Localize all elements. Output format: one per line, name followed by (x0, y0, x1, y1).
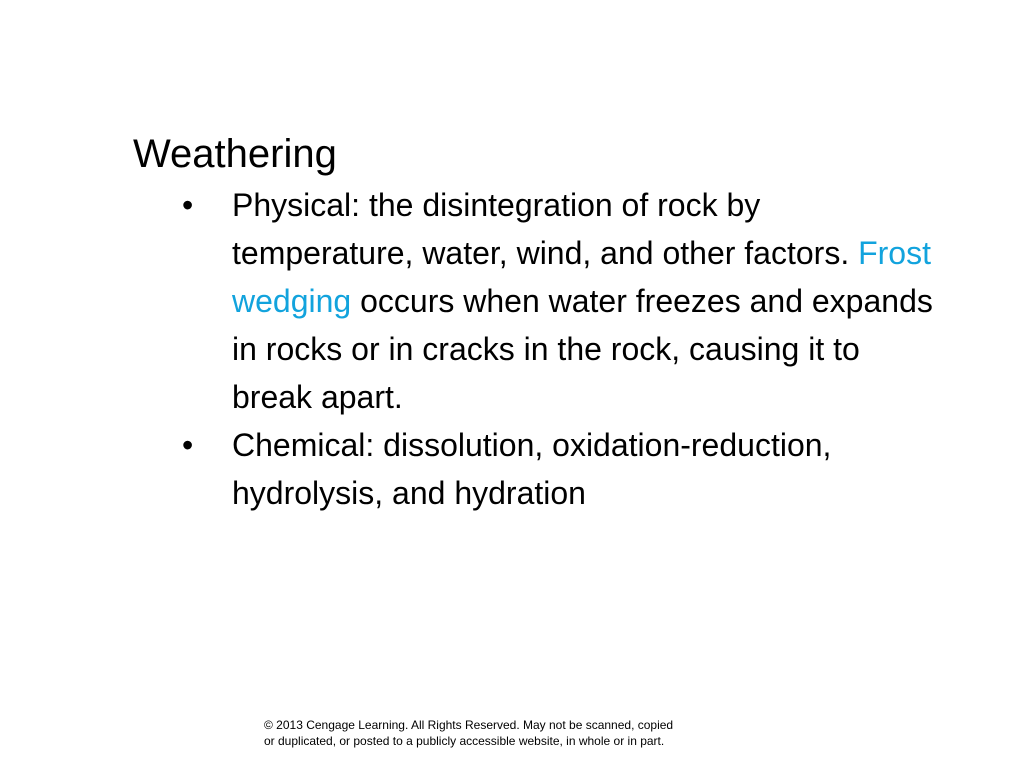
frost-wedging-term: Frost wedging (232, 235, 931, 319)
bullet-text-chemical: Chemical: dissolution, oxidation-reduction, hydrolysis, and hydration (232, 427, 832, 511)
bullet-item-chemical (180, 421, 940, 517)
slide-title: Weathering (133, 132, 337, 176)
copyright-line-2: or duplicated, or posted to a publicly accessible website, in whole or in part. (264, 734, 665, 748)
copyright-line-1: © 2013 Cengage Learning. All Rights Reserved. May not be scanned, copied (264, 718, 674, 732)
bullet-dot-icon: • (182, 427, 194, 463)
physical-text-start: Physical: the disintegration of rock by temperature, water, wind, and other factors. (232, 187, 859, 271)
bullet-item-physical (180, 181, 940, 421)
copyright-footer (264, 717, 734, 749)
bullet-text-physical (232, 181, 938, 421)
bullet-list (180, 181, 940, 517)
physical-text-end: occurs when water freezes and expands in rocks or in cracks in the rock, causing it to break apart. (232, 283, 933, 415)
bullet-dot-icon: • (182, 187, 194, 223)
